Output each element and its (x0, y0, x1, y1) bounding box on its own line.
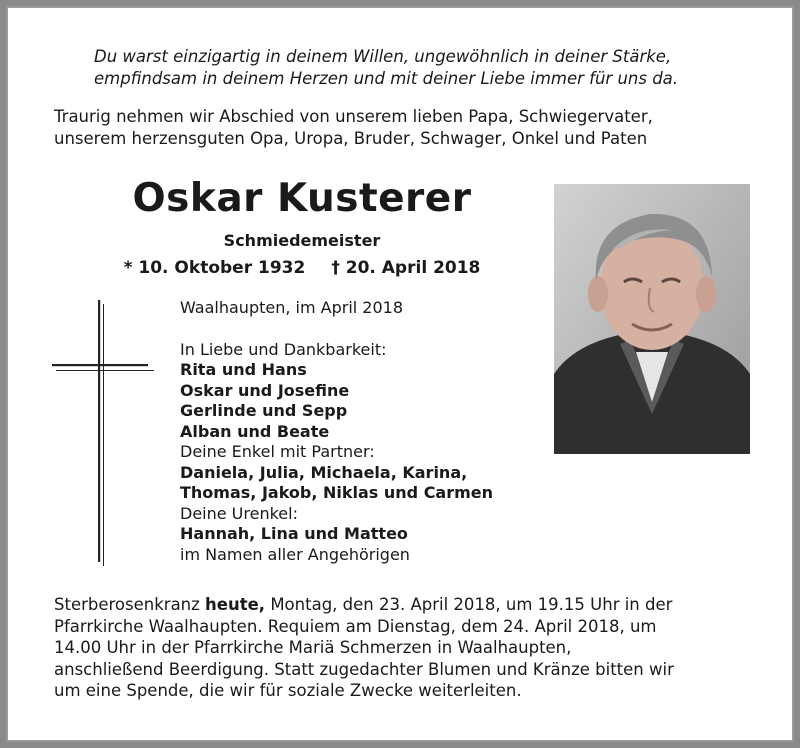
portrait-photo (554, 184, 750, 454)
service-details (54, 594, 774, 702)
dedication-line: In Liebe und Dankbarkeit: (180, 339, 387, 359)
portrait-illustration (554, 184, 750, 454)
mourners-block (180, 298, 580, 565)
notice-frame (6, 6, 794, 742)
grandchildren-names: Thomas, Jakob, Niklas und Carmen (180, 483, 494, 502)
place-date: Waalhaupten, im April 2018 (180, 298, 404, 317)
mourner-name: Rita und Hans (180, 360, 307, 379)
mourner-name: Gerlinde und Sepp (180, 401, 348, 420)
mourner-name: Oskar und Josefine (180, 380, 350, 400)
service-line-4: anschließend Beerdigung. Statt zugedachter Blumen und Kränze bitten wir (54, 659, 674, 679)
service-line-1 (54, 594, 774, 616)
grandchildren-label: Deine Enkel mit Partner: (180, 442, 375, 461)
death-date: † 20. April 2018 (331, 258, 481, 278)
quote-line-2: empfindsam in deinem Herzen und mit deiner Liebe immer für uns da. (94, 69, 679, 88)
mourner-name: Alban und Beate (180, 421, 330, 441)
service-text: Montag, den 23. April 2018, um 19.15 Uhr in der (265, 595, 673, 614)
closing-line: im Namen aller Angehörigen (180, 544, 410, 564)
intro-line-2: unserem herzensguten Opa, Uropa, Bruder, Schwager, Onkel und Paten (54, 129, 648, 148)
farewell-intro (54, 106, 774, 150)
deceased-name: Oskar Kusterer (132, 176, 472, 221)
cross-icon (50, 300, 156, 570)
intro-line-1: Traurig nehmen wir Abschied von unserem lieben Papa, Schwiegervater, (54, 107, 653, 126)
grandchildren-names: Daniela, Julia, Michaela, Karina, (180, 462, 468, 482)
service-line-5: um eine Spende, die wir für soziale Zwecke weiterleiten. (54, 681, 522, 700)
great-grandchildren-label: Deine Urenkel: (180, 503, 298, 523)
life-dates (52, 256, 552, 280)
service-line-2: Pfarrkirche Waalhaupten. Requiem am Dienstag, dem 24. April 2018, um (54, 616, 657, 636)
birth-date: * 10. Oktober 1932 (123, 258, 306, 278)
quote-line-1: Du warst einzigartig in deinem Willen, ungewöhnlich in deiner Stärke, (94, 47, 672, 66)
service-line-3: 14.00 Uhr in der Pfarrkirche Mariä Schmerzen in Waalhaupten, (54, 638, 572, 657)
memorial-quote (94, 46, 784, 90)
service-highlight: heute, (205, 595, 266, 614)
great-grandchildren-names: Hannah, Lina und Matteo (180, 524, 408, 543)
deceased-profession: Schmiedemeister (223, 231, 381, 250)
service-text: Sterberosenkranz (54, 595, 206, 614)
